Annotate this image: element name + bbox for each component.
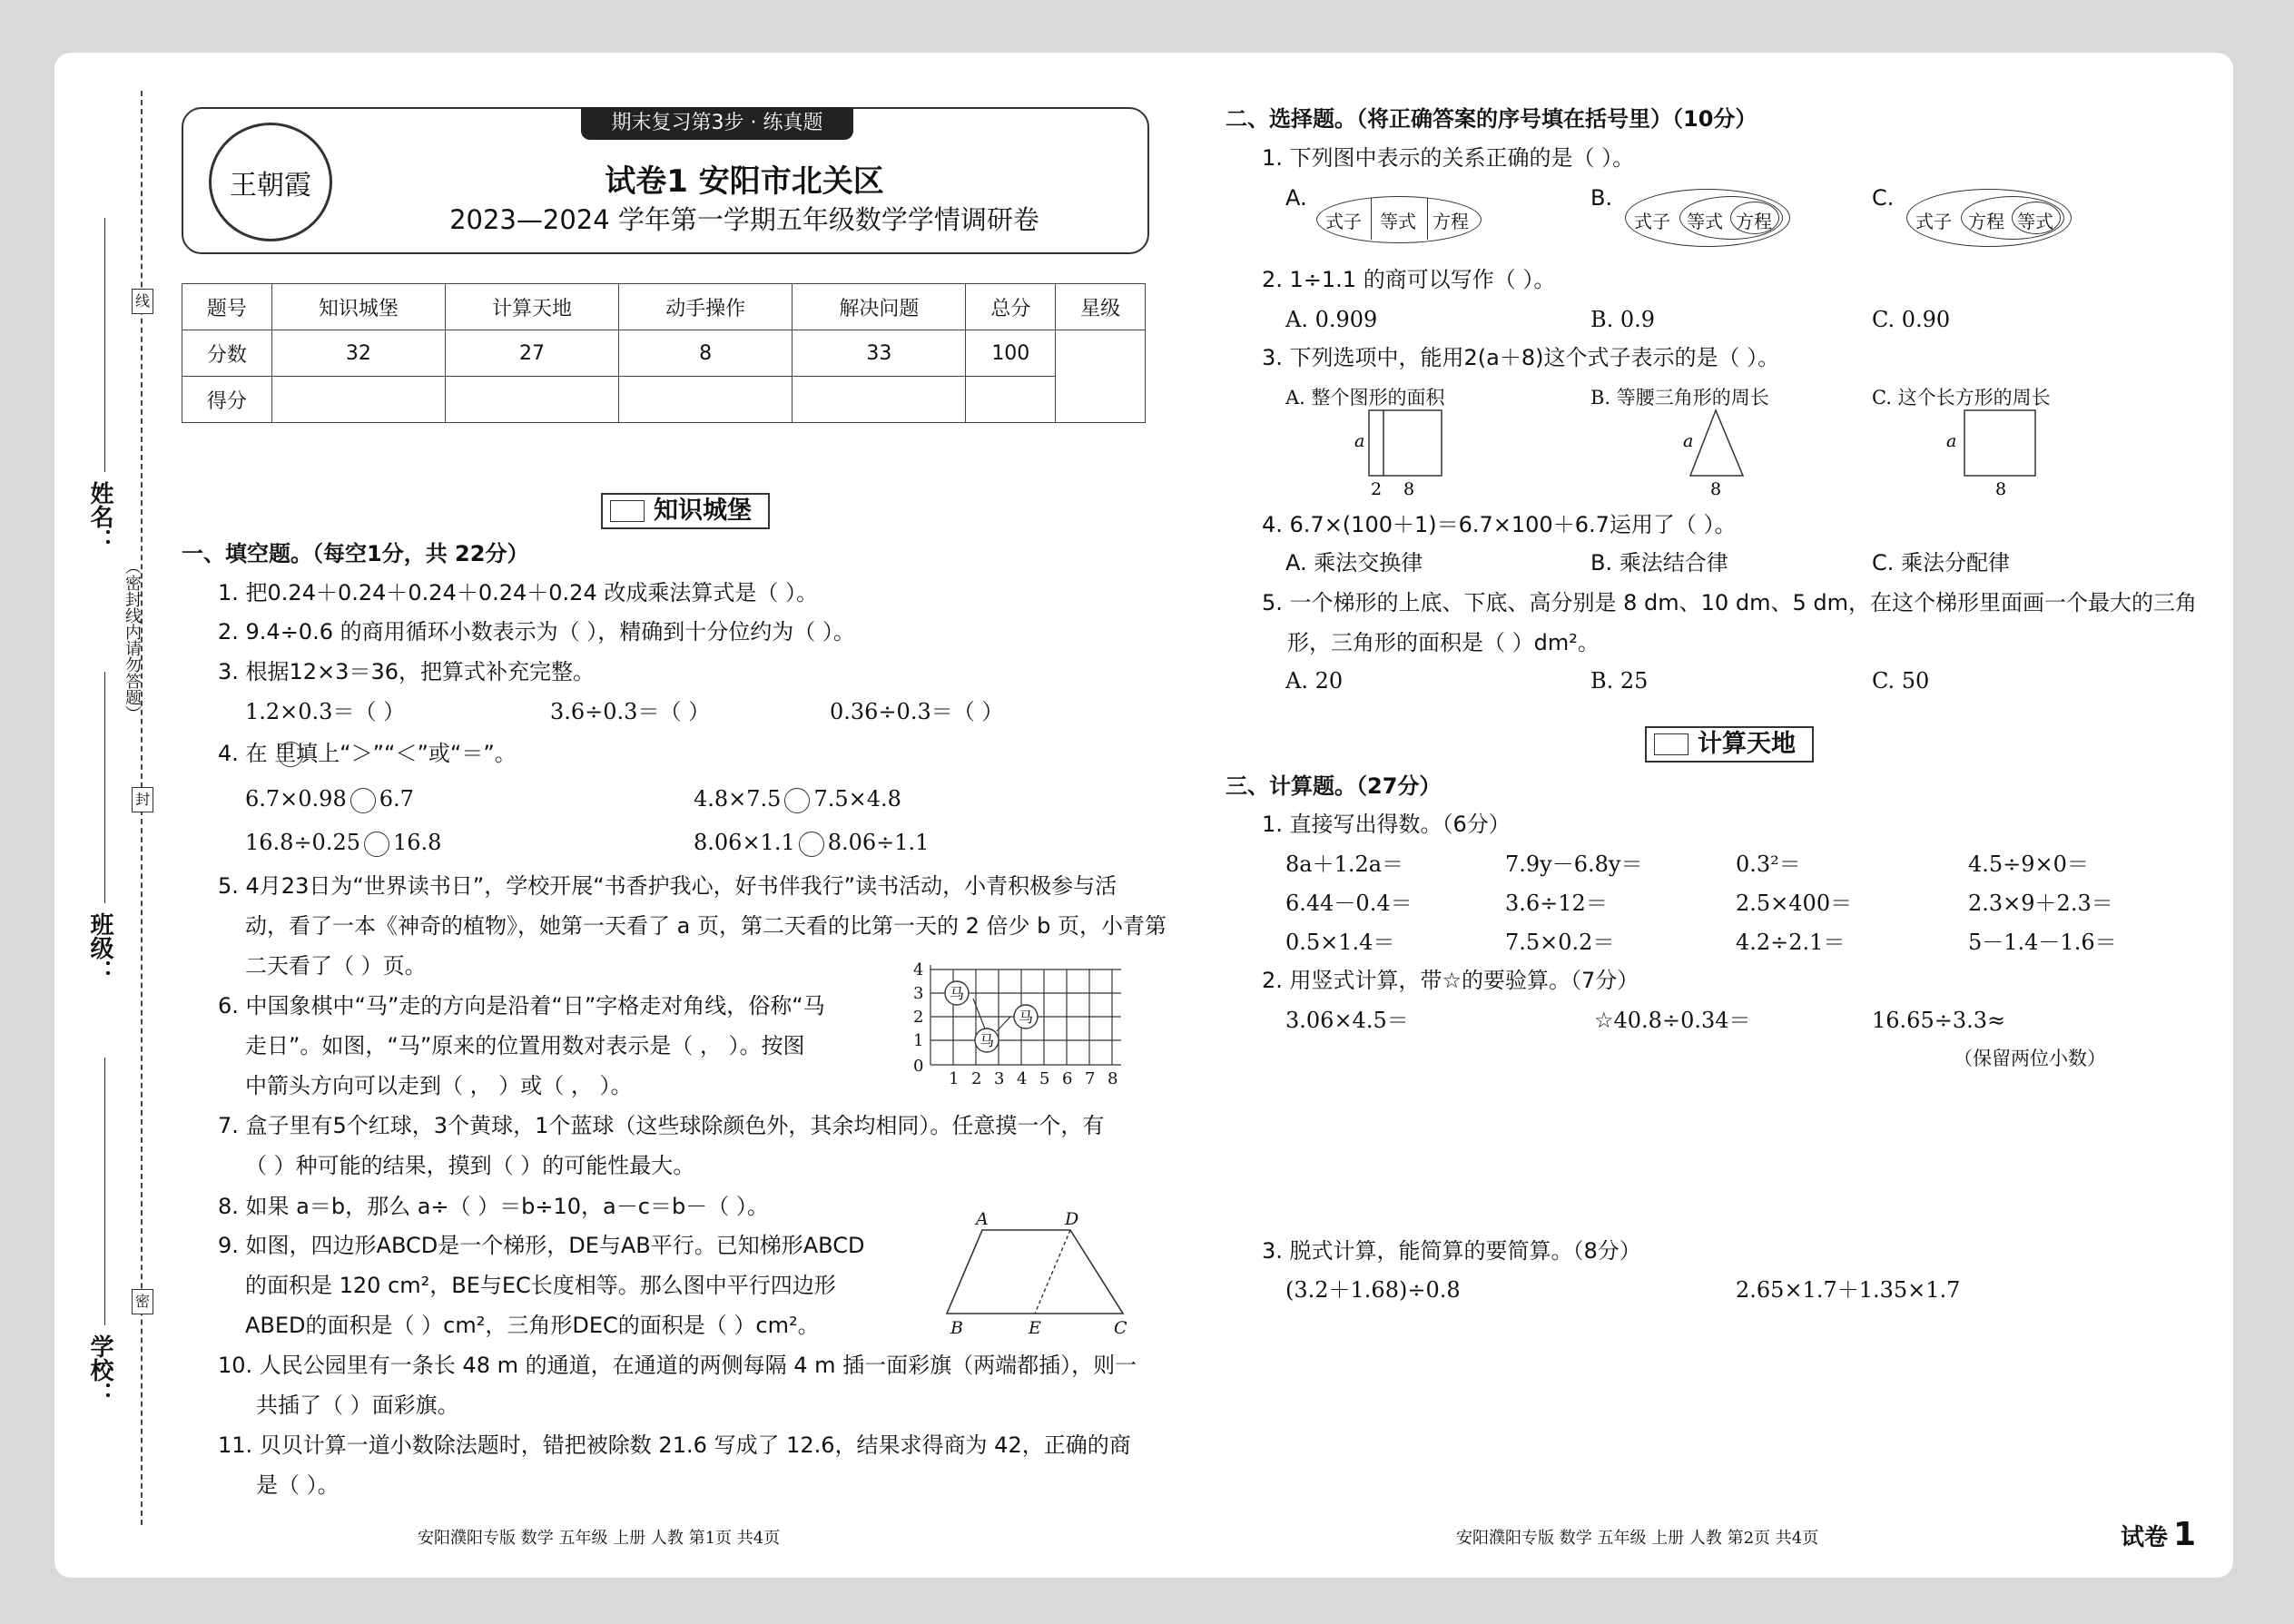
oral-item: 0.5×1.4＝ bbox=[1285, 930, 1395, 955]
q2-3-opt-b: B. 等腰三角形的周长 bbox=[1590, 387, 1769, 408]
compare-circle bbox=[350, 788, 376, 813]
fig-label: a bbox=[1946, 431, 1957, 451]
q1-4b: 4.8×7.5 7.5×4.8 bbox=[694, 786, 901, 812]
oral-item: 3.6÷12＝ bbox=[1505, 891, 1608, 916]
q2-5-opt-b: B. 25 bbox=[1590, 668, 1649, 694]
venn-a-divider bbox=[1427, 198, 1428, 240]
header-cell: 总分 bbox=[966, 284, 1056, 330]
section2-heading: 二、选择题。（将正确答案的序号填在括号里）（10分） bbox=[1226, 106, 1757, 132]
paper-title: 试卷1 安阳市北关区 bbox=[605, 163, 884, 200]
figure-triangle bbox=[1679, 407, 1770, 497]
q2-3-opt-c: C. 这个长方形的周长 bbox=[1872, 387, 2051, 408]
venn-c-label: 等式 bbox=[2017, 211, 2053, 232]
table-cell bbox=[966, 377, 1056, 423]
grid-y-label: 1 bbox=[913, 1031, 924, 1050]
notebook-icon bbox=[1654, 733, 1689, 755]
q1-3: 3. 根据12×3＝36，把算式补充完整。 bbox=[218, 659, 595, 684]
oral-item: 5－1.4－1.6＝ bbox=[1968, 930, 2117, 955]
q2-1: 1. 下列图中表示的关系正确的是（ ）。 bbox=[1262, 145, 1635, 171]
oral-item: 7.5×0.2＝ bbox=[1505, 930, 1615, 955]
table-cell: 33 bbox=[793, 330, 966, 377]
venn-a-label-fangcheng: 方程 bbox=[1433, 211, 1469, 232]
venn-a-label-dengshi: 等式 bbox=[1380, 211, 1416, 232]
oral-item: 4.2÷2.1＝ bbox=[1736, 930, 1846, 955]
score-table bbox=[182, 283, 1146, 423]
grid-x-label: 7 bbox=[1085, 1069, 1096, 1088]
q1-6-line1: 6. 中国象棋中“马”走的方向是沿着“日”字格走对角线，俗称“马 bbox=[218, 993, 825, 1019]
q3-3: 3. 脱式计算，能简算的要简算。（8分） bbox=[1262, 1238, 1641, 1264]
compare-circle bbox=[364, 832, 389, 857]
fig-label: 8 bbox=[1995, 479, 2007, 497]
fig-label: 8 bbox=[1710, 479, 1722, 497]
table-cell: 8 bbox=[619, 330, 793, 377]
section1-heading: 一、填空题。（每空1分，共 22分） bbox=[182, 541, 529, 566]
oral-item: 2.3×9＋2.3＝ bbox=[1968, 891, 2113, 916]
q2-4: 4. 6.7×(100＋1)＝6.7×100＋6.7运用了（ ）。 bbox=[1262, 512, 1737, 537]
vertex-label: C bbox=[1114, 1318, 1127, 1338]
q1-11-line2: 是（ ）。 bbox=[256, 1472, 340, 1498]
name-label: 姓名： bbox=[86, 481, 113, 552]
table-cell: 分数 bbox=[182, 330, 272, 377]
header-cell: 知识城堡 bbox=[271, 284, 445, 330]
table-cell: 100 bbox=[966, 330, 1056, 377]
grid-x-label: 5 bbox=[1039, 1069, 1050, 1088]
vertex-label: E bbox=[1029, 1318, 1041, 1338]
paper-sheet bbox=[54, 53, 2233, 1578]
grid-x-label: 3 bbox=[994, 1069, 1005, 1088]
q2-4-opt-a: A. 乘法交换律 bbox=[1285, 550, 1423, 576]
q1-10-line1: 10. 人民公园里有一条长 48 m 的通道，在通道的两侧每隔 4 m 插一面彩旗（两端都插），则一 bbox=[218, 1353, 1137, 1378]
vertex-label: A bbox=[976, 1212, 989, 1229]
venn-c-label: 式子 bbox=[1915, 211, 1952, 232]
score-header-row bbox=[182, 284, 1146, 330]
q1-5-line1: 5. 4月23日为“世界读书日”，学校开展“书香护我心，好书伴我行”读书活动，小青积极参与活 bbox=[218, 873, 1117, 899]
compare-circle bbox=[784, 788, 810, 813]
table-cell: 27 bbox=[445, 330, 618, 377]
horse-piece: 马 bbox=[1019, 1009, 1034, 1026]
grid-y-label: 2 bbox=[913, 1008, 924, 1027]
review-step-tag: 期末复习第3步 · 练真题 bbox=[581, 107, 853, 140]
footer-left: 安阳濮阳专版 数学 五年级 上册 人教 第1页 共4页 bbox=[418, 1529, 781, 1548]
section-tag-calculation: 计算天地 bbox=[1645, 726, 1814, 763]
book-icon bbox=[610, 500, 645, 522]
table-cell bbox=[271, 377, 445, 423]
paper-label: 试卷 1 bbox=[2121, 1516, 2197, 1553]
q1-1: 1. 把0.24＋0.24＋0.24＋0.24＋0.24 改成乘法算式是（ ）。 bbox=[218, 580, 818, 605]
oral-item: 6.44－0.4＝ bbox=[1285, 891, 1413, 916]
table-cell: 得分 bbox=[182, 377, 272, 423]
grid-x-label: 6 bbox=[1062, 1069, 1073, 1088]
trapezoid-figure bbox=[940, 1212, 1135, 1339]
q1-7-line1: 7. 盒子里有5个红球，3个黄球，1个蓝球（这些球除颜色外，其余均相同）。任意摸一个，有 bbox=[218, 1113, 1105, 1138]
header-cell: 解决问题 bbox=[793, 284, 966, 330]
venn-a-divider bbox=[1371, 198, 1372, 240]
footer-right: 安阳濮阳专版 数学 五年级 上册 人教 第2页 共4页 bbox=[1456, 1529, 1819, 1548]
xian-mark: 线 bbox=[132, 289, 153, 314]
q1-8: 8. 如果 a＝b，那么 a÷（ ）＝b÷10，a－c＝b－（ ）。 bbox=[218, 1194, 769, 1219]
horse-piece: 马 bbox=[950, 985, 965, 1002]
q3-2: 2. 用竖式计算，带☆的要验算。（7分） bbox=[1262, 968, 1639, 993]
chess-grid-figure bbox=[908, 960, 1130, 1088]
q2-5-opt-a: A. 20 bbox=[1285, 668, 1344, 694]
q2-5-line2: 形，三角形的面积是（ ）dm²。 bbox=[1287, 630, 1600, 655]
header-cell: 计算天地 bbox=[445, 284, 618, 330]
class-line bbox=[104, 672, 105, 903]
table-cell: 32 bbox=[271, 330, 445, 377]
grid-y-label: 0 bbox=[913, 1057, 924, 1076]
fig-label: 2 bbox=[1371, 479, 1383, 497]
section3-heading: 三、计算题。（27分） bbox=[1226, 773, 1442, 799]
q1-4d: 8.06×1.1 8.06÷1.1 bbox=[694, 830, 930, 855]
figure-rectangle bbox=[1943, 407, 2043, 497]
fig-label: a bbox=[1354, 431, 1365, 451]
grid-x-label: 4 bbox=[1017, 1069, 1028, 1088]
seal-note: （密封线内请勿答题） bbox=[123, 558, 142, 722]
q1-9-line3: ABED的面积是（ ）cm²，三角形DEC的面积是（ ）cm²。 bbox=[245, 1313, 820, 1338]
horse-piece: 马 bbox=[980, 1032, 995, 1049]
header-cell: 动手操作 bbox=[619, 284, 793, 330]
q2-2-opt-a: A. 0.909 bbox=[1285, 307, 1378, 332]
vertical-calc-c: 16.65÷3.3≈ bbox=[1872, 1008, 2006, 1033]
venn-b-label: 等式 bbox=[1687, 211, 1723, 232]
q1-4c: 16.8÷0.25 16.8 bbox=[245, 830, 442, 855]
q1-4a: 6.7×0.98 6.7 bbox=[245, 786, 414, 812]
q2-1-opt-b: B. bbox=[1590, 185, 1613, 211]
step-calc-b: 2.65×1.7＋1.35×1.7 bbox=[1736, 1277, 1961, 1303]
grid-x-label: 2 bbox=[971, 1069, 982, 1088]
step-calc-a: (3.2＋1.68)÷0.8 bbox=[1285, 1277, 1461, 1303]
compare-circle bbox=[278, 742, 303, 767]
oral-item: 7.9y－6.8y＝ bbox=[1505, 851, 1643, 877]
paper-subtitle: 2023—2024 学年第一学期五年级数学学情调研卷 bbox=[449, 204, 1039, 235]
q1-3c: 0.36÷0.3＝（ ） bbox=[830, 699, 1004, 724]
oral-item: 4.5÷9×0＝ bbox=[1968, 851, 2089, 877]
vertex-label: B bbox=[950, 1318, 963, 1338]
q1-4: 4. 在 里填上“＞”“＜”或“＝”。 bbox=[218, 741, 517, 766]
q2-2-opt-c: C. 0.90 bbox=[1872, 307, 1951, 332]
publisher-logo: 王朝霞 bbox=[209, 123, 332, 241]
venn-a-label-shizi: 式子 bbox=[1325, 211, 1362, 232]
table-cell bbox=[445, 377, 618, 423]
header-cell: 题号 bbox=[182, 284, 272, 330]
rounding-note: （保留两位小数） bbox=[1954, 1048, 2106, 1069]
grid-y-label: 3 bbox=[913, 984, 924, 1003]
school-label: 学校： bbox=[86, 1334, 113, 1405]
header-cell: 星级 bbox=[1056, 284, 1146, 330]
vertical-calc-b: ☆40.8÷0.34＝ bbox=[1594, 1008, 1751, 1033]
class-label: 班级： bbox=[86, 912, 113, 983]
q1-6-line3: 中箭头方向可以走到（ ， ）或（ ， ）。 bbox=[245, 1073, 633, 1098]
score-points-row bbox=[182, 330, 1146, 377]
oral-item: 0.3²＝ bbox=[1736, 851, 1801, 877]
q1-2: 2. 9.4÷0.6 的商用循环小数表示为（ ），精确到十分位约为（ ）。 bbox=[218, 619, 855, 645]
q1-3b: 3.6÷0.3＝（ ） bbox=[550, 699, 711, 724]
vertex-label: D bbox=[1065, 1212, 1079, 1229]
grid-x-label: 1 bbox=[949, 1069, 960, 1088]
figure-rectangles bbox=[1353, 407, 1452, 497]
q1-5-line3: 二天看了（ ）页。 bbox=[245, 953, 427, 979]
name-line bbox=[104, 218, 105, 472]
q3-1: 1. 直接写出得数。（6分） bbox=[1262, 812, 1511, 837]
q2-4-opt-c: C. 乘法分配律 bbox=[1872, 550, 2011, 576]
q1-11-line1: 11. 贝贝计算一道小数除法题时，错把被除数 21.6 写成了 12.6，结果求得商为 42，正确的商 bbox=[218, 1432, 1131, 1458]
star-cell bbox=[1056, 330, 1146, 423]
grid-x-label: 8 bbox=[1108, 1069, 1118, 1088]
section-tag-knowledge: 知识城堡 bbox=[601, 493, 770, 529]
oral-item: 8a＋1.2a＝ bbox=[1285, 851, 1404, 877]
q1-9-line1: 9. 如图，四边形ABCD是一个梯形，DE与AB平行。已知梯形ABCD bbox=[218, 1233, 865, 1258]
score-got-row bbox=[182, 377, 1146, 423]
table-cell bbox=[793, 377, 966, 423]
q2-3: 3. 下列选项中，能用2(a＋8)这个式子表示的是（ ）。 bbox=[1262, 345, 1780, 370]
compare-circle bbox=[799, 832, 824, 857]
feng-mark: 封 bbox=[132, 787, 153, 812]
vertical-calc-a: 3.06×4.5＝ bbox=[1285, 1008, 1409, 1033]
fig-label: 8 bbox=[1403, 479, 1415, 497]
oral-item: 2.5×400＝ bbox=[1736, 891, 1853, 916]
venn-b-label: 方程 bbox=[1736, 211, 1772, 232]
q2-5-opt-c: C. 50 bbox=[1872, 668, 1930, 694]
mi-mark: 密 bbox=[132, 1289, 153, 1314]
q2-1-opt-c: C. bbox=[1872, 185, 1895, 211]
grid-y-label: 4 bbox=[913, 960, 924, 979]
q1-5-line2: 动，看了一本《神奇的植物》，她第一天看了 a 页，第二天看的比第一天的 2 倍少 b 页，小青第 bbox=[245, 913, 1167, 939]
q1-7-line2: （ ）种可能的结果，摸到（ ）的可能性最大。 bbox=[245, 1153, 695, 1178]
q1-3a: 1.2×0.3＝（ ） bbox=[245, 699, 406, 724]
fig-label: a bbox=[1683, 431, 1694, 451]
school-line bbox=[104, 1058, 105, 1325]
q1-6-line2: 走日”。如图，“马”原来的位置用数对表示是（ ， ）。按图 bbox=[245, 1033, 805, 1058]
venn-b-label: 式子 bbox=[1634, 211, 1670, 232]
q2-5-line1: 5. 一个梯形的上底、下底、高分别是 8 dm、10 dm、5 dm，在这个梯形里面画一个最大的三角 bbox=[1262, 590, 2197, 615]
q2-2-opt-b: B. 0.9 bbox=[1590, 307, 1656, 332]
q2-2: 2. 1÷1.1 的商可以写作（ ）。 bbox=[1262, 267, 1556, 292]
q2-4-opt-b: B. 乘法结合律 bbox=[1590, 550, 1728, 576]
table-cell bbox=[619, 377, 793, 423]
q1-10-line2: 共插了（ ）面彩旗。 bbox=[256, 1393, 459, 1418]
q2-3-opt-a: A. 整个图形的面积 bbox=[1285, 387, 1445, 408]
q1-9-line2: 的面积是 120 cm²，BE与EC长度相等。那么图中平行四边形 bbox=[245, 1273, 836, 1298]
venn-c-label: 方程 bbox=[1968, 211, 2004, 232]
q2-1-opt-a: A. bbox=[1285, 185, 1307, 211]
